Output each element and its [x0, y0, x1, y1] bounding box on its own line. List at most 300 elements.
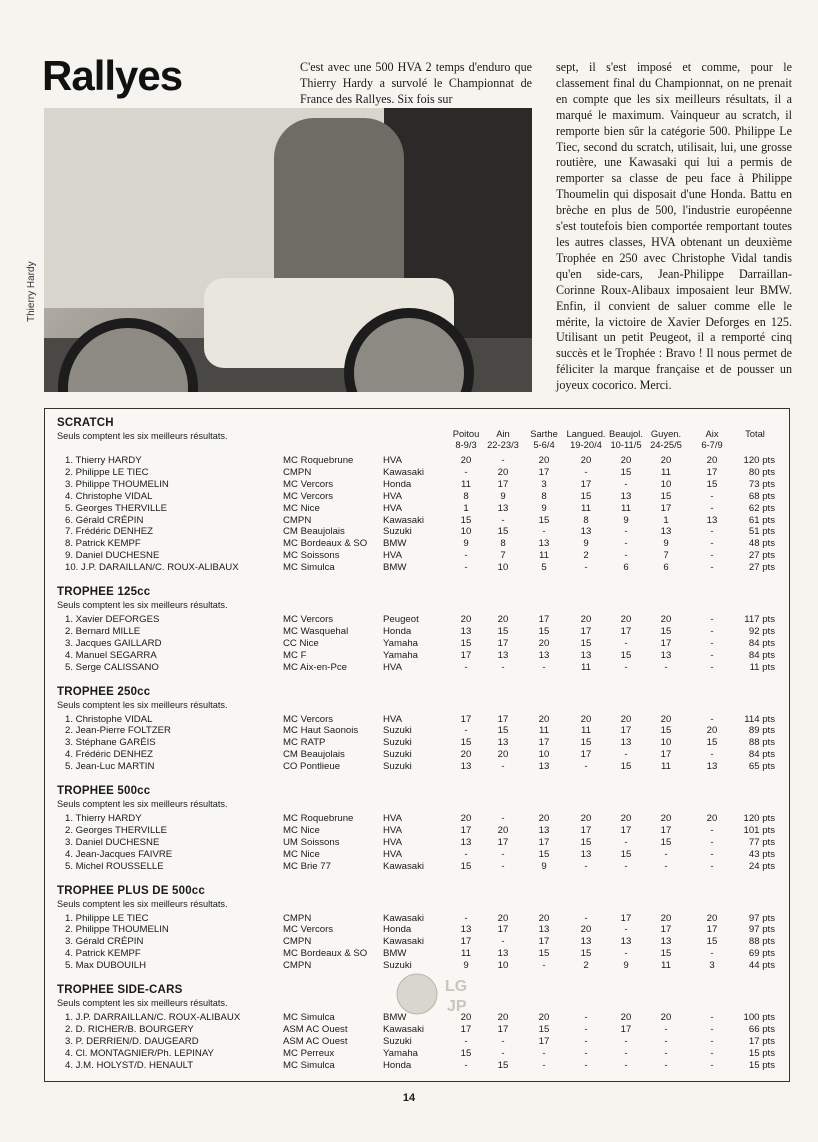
- round-score: 20: [620, 813, 632, 824]
- rider-club: MC F: [283, 649, 307, 661]
- round-score: 20: [660, 455, 672, 466]
- round-score: 17: [538, 614, 550, 625]
- round-score: -: [501, 661, 505, 673]
- round-score: 11: [621, 502, 631, 514]
- rider-make: Suzuki: [383, 725, 412, 737]
- article-text-1: C'est avec une 500 HVA 2 temps d'enduro que Thierry Hardy a survolé le Championnat de France des Rallyes. Six fois sur: [300, 60, 532, 106]
- round-score: 13: [460, 836, 472, 848]
- round-score: 15: [580, 836, 592, 848]
- rider-total: 84 pts: [748, 637, 775, 649]
- round-score: 8: [541, 490, 547, 502]
- rider-make: Yamaha: [383, 1047, 419, 1059]
- round-score: -: [464, 550, 468, 562]
- rider-total: 68 pts: [748, 490, 775, 502]
- rider-total: 17 pts: [748, 1035, 775, 1047]
- section-note: Seuls comptent les six meilleurs résultats.: [57, 898, 228, 909]
- round-score: 20: [620, 713, 632, 725]
- table-row: [45, 749, 789, 761]
- column-name: Guyen.: [650, 428, 682, 439]
- round-score: 20: [580, 614, 592, 625]
- round-score: -: [710, 614, 714, 625]
- page-title: Rallyes: [42, 52, 183, 99]
- table-row: [45, 455, 789, 467]
- round-score: 11: [661, 466, 671, 478]
- rider-total: 48 pts: [748, 538, 775, 550]
- rider-name: 3. P. DERRIEN/D. DAUGEARD: [65, 1035, 199, 1047]
- round-score: 15: [620, 649, 632, 661]
- rider-make: HVA: [383, 713, 403, 725]
- round-score: 3: [541, 478, 547, 490]
- column-name: Poitou: [452, 428, 480, 439]
- column-name: Aix: [705, 428, 719, 439]
- round-score: 17: [620, 625, 632, 637]
- rider-club: ASM AC Ouest: [283, 1035, 348, 1047]
- round-score: -: [584, 1059, 588, 1071]
- rider-photo: [44, 108, 532, 392]
- round-score: 15: [706, 936, 718, 948]
- round-score: 9: [663, 538, 669, 550]
- round-score: 15: [460, 514, 472, 526]
- round-score: 13: [580, 936, 592, 948]
- round-score: 17: [460, 936, 472, 948]
- round-score: 10: [460, 526, 472, 538]
- round-score: 11: [539, 550, 549, 562]
- rider-total: 27 pts: [748, 550, 775, 562]
- round-score: 15: [538, 948, 550, 960]
- table-row: [45, 491, 789, 503]
- article-column-2: [556, 60, 792, 394]
- round-score: 13: [660, 649, 672, 661]
- rider-name: 4. Patrick KEMPF: [65, 948, 141, 960]
- rider-make: BMW: [383, 562, 407, 574]
- rider-total: 24 pts: [748, 860, 775, 872]
- round-score: -: [624, 860, 628, 872]
- rider-total: 80 pts: [748, 466, 775, 478]
- column-date: 8-9/3: [455, 439, 477, 450]
- round-score: 11: [461, 478, 471, 490]
- round-score: 13: [620, 936, 632, 948]
- rider-make: Kawasaki: [383, 514, 425, 526]
- table-row: [45, 515, 789, 527]
- rider-name: 9. Daniel DUCHESNE: [65, 550, 160, 562]
- table-row: [45, 538, 789, 550]
- rider-club: MC RATP: [283, 737, 326, 749]
- round-score: -: [501, 860, 505, 872]
- rider-make: HVA: [383, 836, 403, 848]
- round-score: 17: [497, 478, 509, 490]
- rider-club: CM Beaujolais: [283, 749, 345, 761]
- rider-name: 6. Gérald CRÉPIN: [65, 514, 144, 526]
- rider-name: 3. Stéphane GARÉIS: [65, 737, 156, 749]
- round-score: 9: [541, 502, 547, 514]
- rider-club: MC Vercors: [283, 713, 334, 725]
- round-score: 13: [497, 502, 509, 514]
- rider-name: 5. Jean-Luc MARTIN: [65, 761, 155, 773]
- rider-club: MC Nice: [283, 502, 320, 514]
- round-score: -: [584, 1047, 588, 1059]
- round-score: 15: [580, 490, 592, 502]
- round-score: -: [501, 761, 505, 773]
- round-score: 15: [706, 478, 718, 490]
- rider-name: 4. Christophe VIDAL: [65, 490, 153, 502]
- round-score: 13: [460, 761, 472, 773]
- round-score: 17: [538, 466, 550, 478]
- round-score: 13: [580, 526, 592, 538]
- column-date: 6-7/9: [701, 439, 723, 450]
- table-row: [45, 1036, 789, 1048]
- round-score: 13: [538, 649, 550, 661]
- round-score: 13: [620, 490, 632, 502]
- round-score: 17: [706, 466, 718, 478]
- round-score: 17: [660, 637, 672, 649]
- rider-make: Yamaha: [383, 649, 419, 661]
- round-score: -: [710, 848, 714, 860]
- round-score: -: [542, 526, 546, 538]
- rider-name: 2. Jean-Pierre FOLTZER: [65, 725, 171, 737]
- rider-club: MC Bordeaux & SO: [283, 948, 368, 960]
- round-score: 17: [580, 625, 592, 637]
- round-score: 20: [497, 912, 509, 924]
- round-score: -: [624, 538, 628, 550]
- rider-name: 7. Frédéric DENHEZ: [65, 526, 153, 538]
- round-score: 15: [538, 848, 550, 860]
- rider-club: CO Pontlieue: [283, 761, 341, 773]
- rider-name: 2. Bernard MILLE: [65, 625, 141, 637]
- round-score: -: [542, 1047, 546, 1059]
- rider-total: 120 pts: [743, 455, 775, 466]
- column-name: Sarthe: [530, 428, 558, 439]
- rider-club: MC Vercors: [283, 478, 334, 490]
- round-score: -: [710, 824, 714, 836]
- round-score: -: [624, 478, 628, 490]
- table-row: [45, 662, 789, 674]
- round-score: 17: [660, 924, 672, 936]
- round-score: -: [624, 1047, 628, 1059]
- round-score: 2: [583, 960, 589, 972]
- round-score: 15: [580, 637, 592, 649]
- table-row: [45, 813, 789, 825]
- rider-name: 1. Christophe VIDAL: [65, 713, 153, 725]
- rider-make: HVA: [383, 502, 403, 514]
- round-score: -: [710, 860, 714, 872]
- rider-name: 4. Manuel SEGARRA: [65, 649, 157, 661]
- rider-make: HVA: [383, 490, 403, 502]
- round-score: 17: [497, 836, 509, 848]
- round-score: -: [624, 550, 628, 562]
- column-date: 10-11/5: [610, 439, 642, 450]
- rider-make: Honda: [383, 478, 412, 490]
- table-row: [45, 825, 789, 837]
- rider-make: Suzuki: [383, 1035, 412, 1047]
- column-name: Beaujol.: [609, 428, 643, 439]
- round-score: 20: [497, 614, 509, 625]
- round-score: 20: [706, 455, 718, 466]
- round-score: 8: [463, 490, 469, 502]
- round-score: 15: [460, 737, 472, 749]
- rider-make: HVA: [383, 661, 403, 673]
- round-score: 20: [460, 1012, 472, 1023]
- round-score: 17: [538, 737, 550, 749]
- round-score: 20: [497, 466, 509, 478]
- table-row: [45, 614, 789, 626]
- rider-total: 101 pts: [743, 824, 775, 836]
- rider-club: MC Wasquehal: [283, 625, 349, 637]
- round-score: -: [501, 848, 505, 860]
- round-score: 20: [460, 614, 472, 625]
- round-score: 13: [538, 924, 550, 936]
- table-row: [45, 1060, 789, 1072]
- round-score: -: [501, 813, 505, 824]
- rider-name: 4. Frédéric DENHEZ: [65, 749, 153, 761]
- column-date: 24-25/5: [650, 439, 682, 450]
- rider-total: 84 pts: [748, 749, 775, 761]
- photo-credit: Thierry Hardy: [26, 261, 37, 322]
- rider-total: 97 pts: [748, 912, 775, 924]
- round-score: 3: [709, 960, 715, 972]
- results-tables: [44, 408, 790, 1082]
- round-score: 15: [620, 848, 632, 860]
- rider-total: 15 pts: [748, 1059, 775, 1071]
- rider-total: 89 pts: [748, 725, 775, 737]
- round-score: -: [710, 490, 714, 502]
- round-score: -: [584, 1012, 588, 1023]
- round-score: -: [464, 661, 468, 673]
- rider-name: 4. Cl. MONTAGNIER/Ph. LEPINAY: [65, 1047, 214, 1059]
- rider-club: MC Aix-en-Pce: [283, 661, 347, 673]
- column-date: 19-20/4: [570, 439, 602, 450]
- table-row: [45, 467, 789, 479]
- rider-name: 2. Philippe LE TIEC: [65, 466, 149, 478]
- round-score: 20: [706, 912, 718, 924]
- round-score: 20: [497, 824, 509, 836]
- round-score: 11: [661, 960, 671, 972]
- round-score: -: [710, 836, 714, 848]
- rider-make: Honda: [383, 924, 412, 936]
- round-score: 15: [580, 737, 592, 749]
- round-score: 15: [460, 637, 472, 649]
- round-score: 15: [538, 514, 550, 526]
- rider-total: 84 pts: [748, 649, 775, 661]
- round-score: 15: [706, 737, 718, 749]
- round-score: 13: [538, 761, 550, 773]
- round-score: 20: [538, 912, 550, 924]
- round-score: -: [501, 514, 505, 526]
- rider-club: CMPN: [283, 514, 312, 526]
- round-score: 15: [497, 725, 509, 737]
- round-score: -: [664, 848, 668, 860]
- column-date: 22-23/3: [487, 439, 519, 450]
- table-row: [45, 562, 789, 574]
- round-score: -: [624, 836, 628, 848]
- round-score: -: [464, 848, 468, 860]
- table-row: [45, 761, 789, 773]
- round-score: 17: [460, 1023, 472, 1035]
- round-score: 20: [538, 455, 550, 466]
- round-score: 17: [580, 824, 592, 836]
- rider-total: 27 pts: [748, 562, 775, 574]
- round-score: 15: [660, 725, 672, 737]
- round-score: 13: [497, 737, 509, 749]
- round-score: -: [664, 1035, 668, 1047]
- round-score: -: [584, 860, 588, 872]
- round-score: -: [710, 1059, 714, 1071]
- rider-name: 8. Patrick KEMPF: [65, 538, 141, 550]
- round-score: -: [501, 455, 505, 466]
- rider-club: CMPN: [283, 960, 312, 972]
- round-score: 20: [620, 1012, 632, 1023]
- rider-make: BMW: [383, 1012, 407, 1023]
- rider-club: CMPN: [283, 936, 312, 948]
- round-score: -: [710, 526, 714, 538]
- rider-make: Suzuki: [383, 526, 412, 538]
- rider-total: 92 pts: [748, 625, 775, 637]
- rider-make: Kawasaki: [383, 466, 425, 478]
- round-score: 20: [706, 813, 718, 824]
- rider-make: Kawasaki: [383, 912, 425, 924]
- round-score: 17: [460, 713, 472, 725]
- rider-make: Kawasaki: [383, 936, 425, 948]
- rider-club: UM Soissons: [283, 836, 340, 848]
- round-score: -: [464, 562, 468, 574]
- rider-total: 100 pts: [743, 1012, 775, 1023]
- rider-club: ASM AC Ouest: [283, 1023, 348, 1035]
- table-row: [45, 1048, 789, 1060]
- rider-name: 1. Philippe LE TIEC: [65, 912, 149, 924]
- round-score: 15: [660, 625, 672, 637]
- round-score: -: [584, 1023, 588, 1035]
- round-score: 17: [538, 836, 550, 848]
- round-score: 13: [660, 526, 672, 538]
- rider-make: Peugeot: [383, 614, 419, 625]
- rider-make: HVA: [383, 824, 403, 836]
- table-row: [45, 626, 789, 638]
- round-score: 20: [460, 749, 472, 761]
- rider-name: 2. Philippe THOUMELIN: [65, 924, 169, 936]
- section-title: TROPHEE 125cc: [57, 586, 151, 598]
- round-score: -: [710, 1023, 714, 1035]
- round-score: -: [710, 1012, 714, 1023]
- round-score: -: [542, 960, 546, 972]
- column-header: [641, 428, 691, 450]
- rider-total: 66 pts: [748, 1023, 775, 1035]
- round-score: 13: [580, 848, 592, 860]
- round-score: 20: [580, 813, 592, 824]
- round-score: 20: [660, 813, 672, 824]
- rider-name: 2. Georges THERVILLE: [65, 824, 168, 836]
- rider-name: 3. Jacques GAILLARD: [65, 637, 162, 649]
- rider-total: 65 pts: [748, 761, 775, 773]
- rider-make: Suzuki: [383, 761, 412, 773]
- round-score: 11: [581, 661, 591, 673]
- round-score: 11: [539, 725, 549, 737]
- round-score: 17: [620, 824, 632, 836]
- section-title: SCRATCH: [57, 417, 114, 429]
- round-score: -: [664, 661, 668, 673]
- round-score: 9: [623, 960, 629, 972]
- column-date: 5-6/4: [533, 439, 555, 450]
- round-score: -: [624, 526, 628, 538]
- round-score: 13: [706, 514, 718, 526]
- round-score: 15: [660, 490, 672, 502]
- rider-name: 3. Daniel DUCHESNE: [65, 836, 160, 848]
- round-score: 20: [620, 455, 632, 466]
- rider-name: 1. Thierry HARDY: [65, 813, 142, 824]
- round-score: 17: [620, 1023, 632, 1035]
- rider-club: MC Bordeaux & SO: [283, 538, 368, 550]
- rider-club: CMPN: [283, 466, 312, 478]
- table-row: [45, 913, 789, 925]
- round-score: 20: [497, 1012, 509, 1023]
- round-score: 17: [460, 824, 472, 836]
- round-score: -: [624, 948, 628, 960]
- round-score: 17: [497, 637, 509, 649]
- round-score: 1: [663, 514, 669, 526]
- rider-club: CM Beaujolais: [283, 526, 345, 538]
- article-column-1: [300, 60, 532, 108]
- rider-club: MC Nice: [283, 848, 320, 860]
- section-title: TROPHEE 250cc: [57, 685, 151, 698]
- round-score: 17: [706, 924, 718, 936]
- round-score: 13: [497, 948, 509, 960]
- rider-make: BMW: [383, 948, 407, 960]
- round-score: 17: [580, 478, 592, 490]
- round-score: 20: [620, 614, 632, 625]
- table-row: [45, 638, 789, 650]
- round-score: -: [584, 1035, 588, 1047]
- rider-total: 15 pts: [748, 1047, 775, 1059]
- svg-text:LG: LG: [445, 978, 468, 995]
- round-score: 5: [541, 562, 547, 574]
- round-score: 20: [538, 713, 550, 725]
- round-score: 15: [497, 625, 509, 637]
- rider-club: MC Simulca: [283, 1059, 335, 1071]
- rider-total: 88 pts: [748, 936, 775, 948]
- rider-name: 3. Gérald CRÉPIN: [65, 936, 144, 948]
- round-score: -: [501, 1047, 505, 1059]
- round-score: 9: [463, 538, 469, 550]
- rider-total: 120 pts: [743, 813, 775, 824]
- round-score: -: [710, 538, 714, 550]
- section-title: TROPHEE 500cc: [57, 785, 151, 797]
- round-score: -: [584, 466, 588, 478]
- rider-name: 1. J.P. DARRAILLAN/C. ROUX-ALIBAUX: [65, 1012, 241, 1023]
- svg-text:JP: JP: [447, 998, 467, 1015]
- round-score: 13: [660, 936, 672, 948]
- round-score: 17: [538, 936, 550, 948]
- rider-make: HVA: [383, 550, 403, 562]
- rider-name: 5. Michel ROUSSELLE: [65, 860, 164, 872]
- rider-make: Suzuki: [383, 960, 412, 972]
- round-score: 13: [580, 649, 592, 661]
- round-score: 20: [538, 1012, 550, 1023]
- table-row: [45, 960, 789, 972]
- round-score: 8: [583, 514, 589, 526]
- rider-club: MC Haut Saonois: [283, 725, 359, 737]
- rider-make: Yamaha: [383, 637, 419, 649]
- rider-make: Kawasaki: [383, 1023, 425, 1035]
- table-row: [45, 526, 789, 538]
- round-score: -: [710, 625, 714, 637]
- rider-make: Kawasaki: [383, 860, 425, 872]
- round-score: 10: [538, 749, 550, 761]
- round-score: -: [710, 749, 714, 761]
- round-score: -: [624, 924, 628, 936]
- section-note: Seuls comptent les six meilleurs résultats.: [57, 431, 228, 441]
- round-score: 15: [580, 948, 592, 960]
- round-score: -: [464, 1059, 468, 1071]
- rider-total: 51 pts: [748, 526, 775, 538]
- rider-total: 88 pts: [748, 737, 775, 749]
